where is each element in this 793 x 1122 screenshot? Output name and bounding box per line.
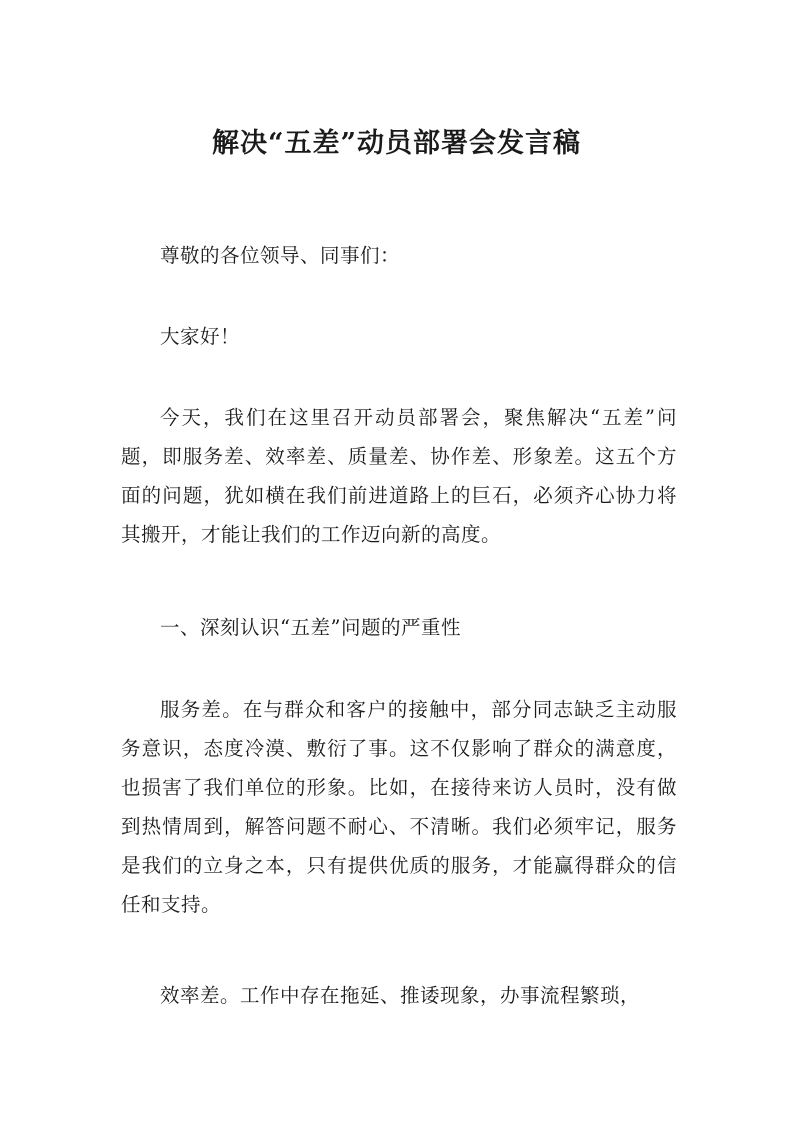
intro-paragraph: 今天，我们在这里召开动员部署会，聚焦解决“五差”问题，即服务差、效率差、质量差、协作差、形象差。这五个方面的问题，犹如横在我们前进道路上的巨石，必须齐心协力将其搬开，才能让我们的工作迈向新的高度。 xyxy=(121,406,677,546)
service-paragraph: 服务差。在与群众和客户的接触中，部分同志缺乏主动服务意识，态度冷漠、敷衍了事。这不仅影响了群众的满意度，也损害了我们单位的形象。比如，在接待来访人员时，没有做到热情周到，解答问题不耐心、不清晰。我们必须牢记，服务是我们的立身之本，只有提供优质的服务，才能赢得群众的信任和支持。 xyxy=(121,698,677,916)
document-title: 解决“五差”动员部署会发言稿 xyxy=(211,128,582,159)
section-heading-1: 一、深刻认识“五差”问题的严重性 xyxy=(160,616,461,639)
efficiency-paragraph: 效率差。工作中存在拖延、推诿现象，办事流程繁琐， xyxy=(160,984,641,1007)
greeting-paragraph: 大家好！ xyxy=(160,325,241,348)
salutation-paragraph: 尊敬的各位领导、同事们： xyxy=(160,244,401,267)
